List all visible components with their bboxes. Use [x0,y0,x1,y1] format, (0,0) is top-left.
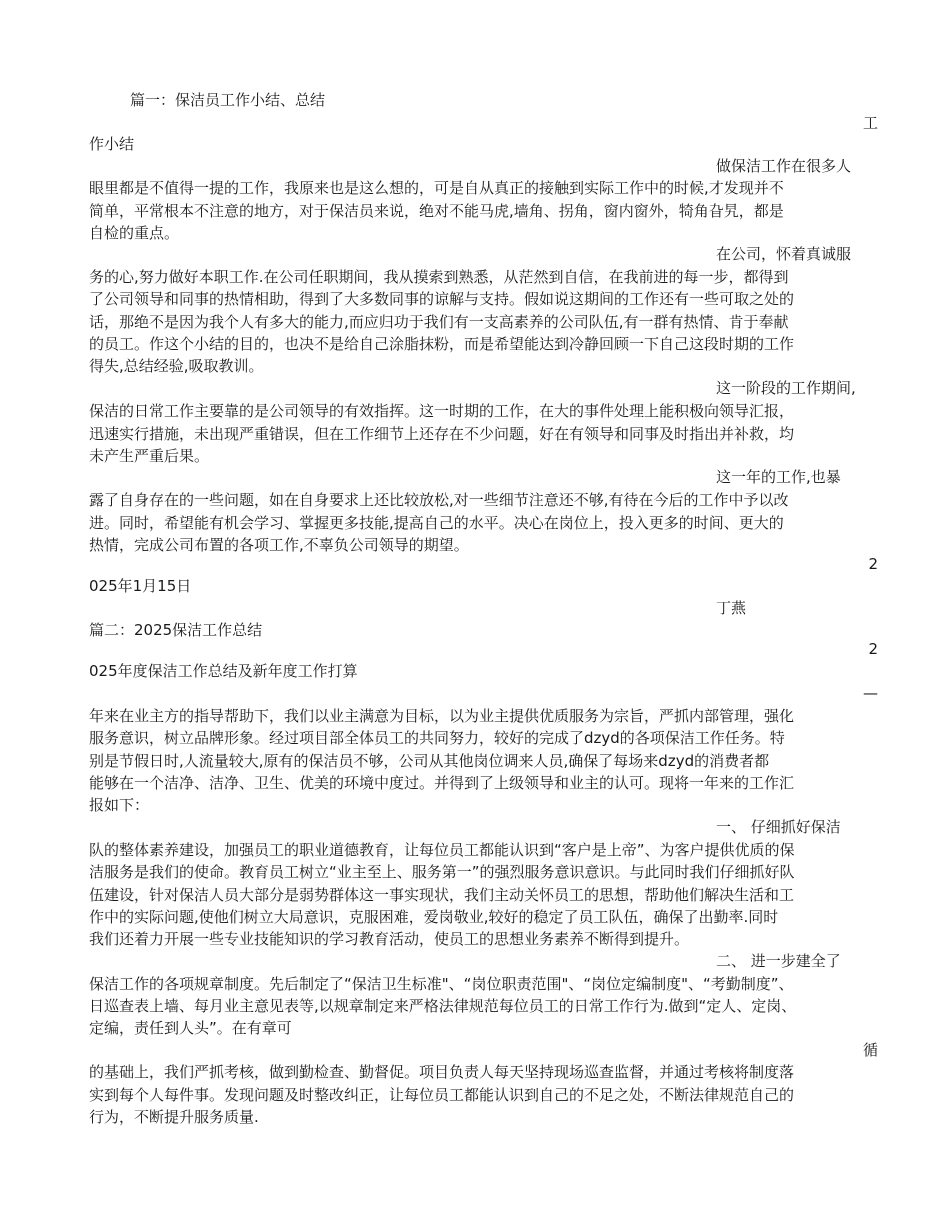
paragraph-start: 做保洁工作在很多人 [716,157,852,175]
text-line: 实到每个人每件事。发现问题及时整改纠正，让每位员工都能认识到自己的不足之处，不断法律规范自己的 [89,1086,795,1104]
text-line: 热情，完成公司布置的各项工作,不辜负公司领导的期望。 [89,536,469,554]
text-line: 作小结 [89,135,135,153]
text-line: 年来在业主方的指导帮助下，我们以业主满意为目标，以为业主提供优质服务为宗旨，严抓内部管理，强化 [89,707,795,725]
date-line: 025年1月15日 [89,577,192,595]
text-line: 伍建设，针对保洁人员大部分是弱势群体这一事实现状，我们主动关怀员工的思想，帮助他们解决生活和工 [89,886,795,904]
text-line: 进。同时，希望能有机会学习、掌握更多技能,提高自己的水平。决心在岗位上，投入更多的时间、更大的 [89,514,784,532]
paragraph-start: 在公司，怀着真诚服 [716,245,852,263]
text-fragment: 2 [868,555,878,573]
text-fragment: 2 [868,640,878,658]
paragraph-start: 这一年的工作,也暴 [716,468,841,486]
author-name: 丁燕 [716,599,747,617]
subtitle-line: 025年度保洁工作总结及新年度工作打算 [89,662,358,680]
list-heading: 一、 仔细抓好保洁 [716,818,841,836]
text-line: 迅速实行措施，未出现严重错误，但在工作细节上还存在不少问题，好在有领导和同事及时指出并补救，均 [89,425,795,443]
text-line: 队的整体素养建设，加强员工的职业道德教育，让每位员工都能认识到“客户是上帝”、为客户提供优质的保 [89,841,795,859]
text-line: 的员工。作这个小结的目的，也决不是给自己涂脂抹粉，而是希望能达到冷静回顾一下自己这段时期的工作 [89,335,795,353]
text-line: 得失,总结经验,吸取教训。 [89,357,264,375]
text-line: 眼里都是不值得一提的工作，我原来也是这么想的，可是自从真正的接触到实际工作中的时候,才发现并不 [89,179,784,197]
text-line: 日巡查表上墙、每月业主意见表等,以规章制定来严格法律规范每位员工的日常工作行为.做到“定人、定岗、 [89,997,797,1015]
text-line: 服务意识，树立品牌形象。经过项目部全体员工的共同努力，较好的完成了dzyd的各项保洁工作任务。特 [89,729,785,747]
text-line: 未产生严重后果。 [89,447,210,465]
text-line: 能够在一个洁净、洁净、卫生、优美的环境中度过。并得到了上级领导和业主的认可。现将一年来的工作汇 [89,774,795,792]
text-line: 报如下： [89,796,150,814]
text-fragment: — [863,684,878,702]
text-line: 洁服务是我们的使命。教育员工树立“业主至上、服务第一”的强烈服务意识意识。与此同时我们仔细抓好队 [89,863,795,881]
text-line: 的基础上，我们严抓考核，做到勤检查、勤督促。项目负责人每天坚持现场巡查监督，并通过考核将制度落 [89,1063,795,1081]
text-line: 简单，平常根本不注意的地方，对于保洁员来说，绝对不能马虎,墙角、拐角，窗内窗外，犄角旮旯，都是 [89,202,784,220]
text-line: 作中的实际问题,使他们树立大局意识，克服困难，爱岗敬业,较好的稳定了员工队伍，确保了出勤率.同时 [89,908,779,926]
text-line: 行为，不断提升服务质量. [89,1108,259,1126]
text-line: 定编，责任到人头”。在有章可 [89,1019,292,1037]
text-line: 我们还着力开展一些专业技能知识的学习教育活动，使员工的思想业务素养不断得到提升。 [89,930,690,948]
text-line: 别是节假日时,人流量较大,原有的保洁员不够，公司从其他岗位调来人员,确保了每场来dzyd的消费者都 [89,752,770,770]
text-line: 露了自身存在的一些问题，如在自身要求上还比较放松,对一些细节注意还不够,有待在今后的工作中予以改 [89,491,789,509]
paragraph-start: 这一阶段的工作期间, [716,379,856,397]
section-title-2: 篇二：2025保洁工作总结 [89,621,263,639]
text-line: 保洁工作的各项规章制度。先后制定了“保洁卫生标准"、“岗位职责范围"、“岗位定编制度"、“考勤制度”、 [89,975,794,993]
text-fragment: 循 [862,1041,878,1059]
text-line: 了公司领导和同事的热情相助，得到了大多数同事的谅解与支持。假如说这期间的工作还有一些可取之处的 [89,290,795,308]
section-title-1: 篇一：保洁员工作小结、总结 [130,91,326,109]
text-line: 务的心,努力做好本职工作.在公司任职期间，我从摸索到熟悉，从茫然到自信，在我前进的每一步，都得到 [89,268,789,286]
text-line: 话，那绝不是因为我个人有多大的能力,而应归功于我们有一支高素养的公司队伍,有一群有热情、肯于奉献 [89,313,789,331]
text-line: 自检的重点。 [89,224,180,242]
text-line: 保洁的日常工作主要靠的是公司领导的有效指挥。这一时期的工作，在大的事件处理上能积极向领导汇报， [89,402,795,420]
text-fragment: 工 [862,114,878,132]
list-heading: 二、 进一步建全了 [716,952,841,970]
